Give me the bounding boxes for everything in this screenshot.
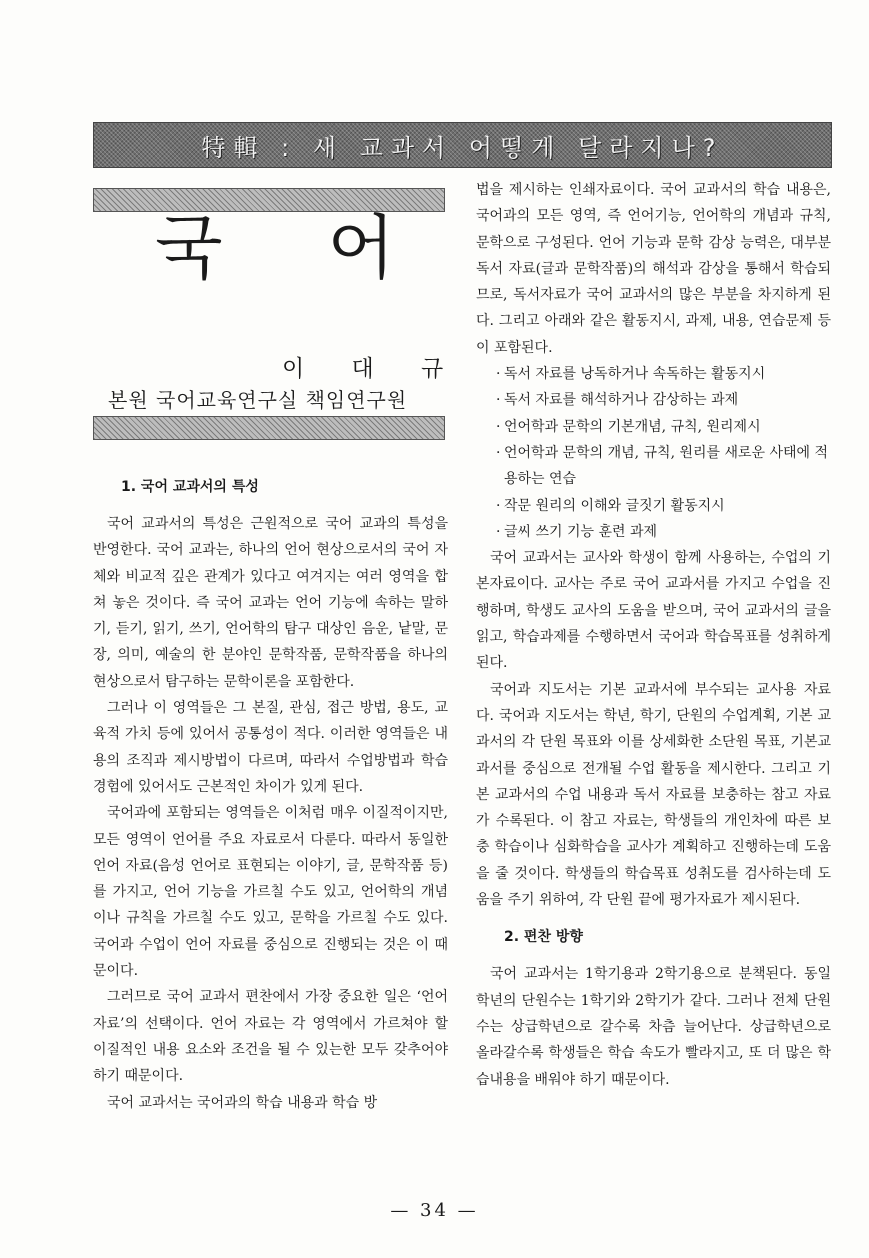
left-column — [93, 475, 448, 1116]
list-item: · 언어학과 문학의 개념, 규칙, 원리를 새로운 사태에 적용하는 연습 — [476, 440, 831, 493]
paragraph: 법을 제시하는 인쇄자료이다. 국어 교과서의 학습 내용은, 국어과의 모든 영역, 즉 언어기능, 언어학의 개념과 규칙, 문학으로 구성된다. 언어 기능과 문학 감상 능력은, 대부분 독서 자료(글과 문학작품)의 해석과 감상을 통해서 학습되므로, 독서자료가 국어 교과서의 많은 부분을 차지하게 된다. 그리고 아래와 같은 활동지시, 과제, 내용, 연습문제 등이 포함된다. — [476, 182, 831, 356]
title-char-1: 국 — [155, 207, 223, 289]
page-number: — 34 — — [390, 1200, 479, 1221]
title-divider-bottom — [93, 416, 445, 440]
list-item: · 작문 원리의 이해와 글짓기 활동지시 — [476, 493, 831, 519]
list-item: · 독서 자료를 해석하거나 감상하는 과제 — [476, 387, 831, 413]
list-item: · 글씨 쓰기 기능 훈련 과제 — [476, 519, 831, 545]
paragraph: 국어 교과서의 특성은 근원적으로 국어 교과의 특성을 반영한다. 국어 교과는, 하나의 언어 현상으로서의 국어 자체와 비교적 깊은 관계가 있다고 여겨지는 여러 영역을 합쳐 놓은 것이다. 즉 국어 교과는 언어 기능에 속하는 말하기, 듣기, 읽기, 쓰기, 언어학의 탐구 대상인 음운, 낱말, 문장, 의미, 예술의 한 분야인 문학작품, 문학작품을 하나의 현상으로서 탐구하는 문학이론을 포함한다. — [93, 516, 448, 690]
list-item: · 언어학과 문학의 기본개념, 규칙, 원리제시 — [476, 414, 831, 440]
right-column — [476, 177, 831, 1093]
feature-banner — [93, 122, 832, 168]
list-item: · 독서 자료를 낭독하거나 속독하는 활동지시 — [476, 361, 831, 387]
paragraph: 그러나 이 영역들은 그 본질, 관심, 접근 방법, 용도, 교육적 가치 등에 있어서 공통성이 적다. 이러한 영역들은 내용의 조직과 제시방법이 다르며, 따라서 수업방법과 학습 경험에 있어서도 근본적인 차이가 있게 된다. — [93, 700, 448, 795]
section-heading-2: 2. 편찬 방향 — [504, 929, 583, 946]
paragraph: 국어 교과서는 국어과의 학습 내용과 학습 방 — [107, 1094, 378, 1111]
paragraph: 국어 교과서는 1학기용과 2학기용으로 분책된다. 동일 학년의 단원수는 1학기와 2학기가 같다. 그러나 전체 단원수는 상급학년으로 갈수록 차츰 늘어난다. 상급학년으로 올라갈수록 학생들은 학습 속도가 빨라지고, 또 더 많은 학습내용을 배워야 하기 때문이다. — [476, 966, 831, 1088]
author-name: 이 대 규 — [282, 356, 464, 382]
activity-list — [476, 361, 831, 545]
title-char-2: 어 — [327, 207, 395, 289]
section-heading-1: 1. 국어 교과서의 특성 — [121, 479, 259, 495]
author-affiliation: 본원 국어교육연구실 책임연구원 — [108, 388, 408, 412]
paragraph: 국어과에 포함되는 영역들은 이처럼 매우 이질적이지만, 모든 영역이 언어를 주요 자료로서 다룬다. 따라서 동일한 언어 자료(음성 언어로 표현되는 이야기, 글, 문학작품 등)를 가지고, 언어 기능을 가르칠 수도 있고, 언어학의 개념이나 규칙을 가르칠 수도 있고, 문학을 가르칠 수도 있다. 국어과 수업이 언어 자료를 중심으로 진행되는 것은 이 때문이다. — [93, 805, 448, 980]
paragraph: 그러므로 국어 교과서 편찬에서 가장 중요한 일은 ‘언어 자료’의 선택이다. 언어 자료는 각 영역에서 가르쳐야 할 이질적인 내용 요소와 조건을 될 수 있는한 모두 갖추어야 하기 때문이다. — [93, 989, 448, 1085]
article-title — [155, 208, 395, 288]
paragraph: 국어과 지도서는 기본 교과서에 부수되는 교사용 자료다. 국어과 지도서는 학년, 학기, 단원의 수업계획, 기본 교과서의 각 단원 목표와 이를 상세화한 소단원 목표, 기본교과서를 중심으로 전개될 수업 활동을 제시한다. 그리고 기본 교과서의 수업 내용과 독서 자료를 보충하는 참고 자료가 수록된다. 이 참고 자료는, 학생들의 개인차에 따른 보충 학습이나 심화학습을 교사가 계획하고 진행하는데 도움을 줄 것이다. 학생들의 학습목표 성취도를 검사하는데 도움을 주기 위하여, 각 단원 끝에 평가자료가 제시된다. — [476, 681, 831, 909]
paragraph: 국어 교과서는 교사와 학생이 함께 사용하는, 수업의 기본자료이다. 교사는 주로 국어 교과서를 가지고 수업을 진행하며, 학생도 교사의 도움을 받으며, 국어 교과서의 글을 읽고, 학습과제를 수행하면서 국어과 학습목표를 성취하게 된다. — [476, 550, 831, 672]
banner-title: 特輯 : 새 교과서 어떻게 달라지나? — [201, 133, 724, 162]
